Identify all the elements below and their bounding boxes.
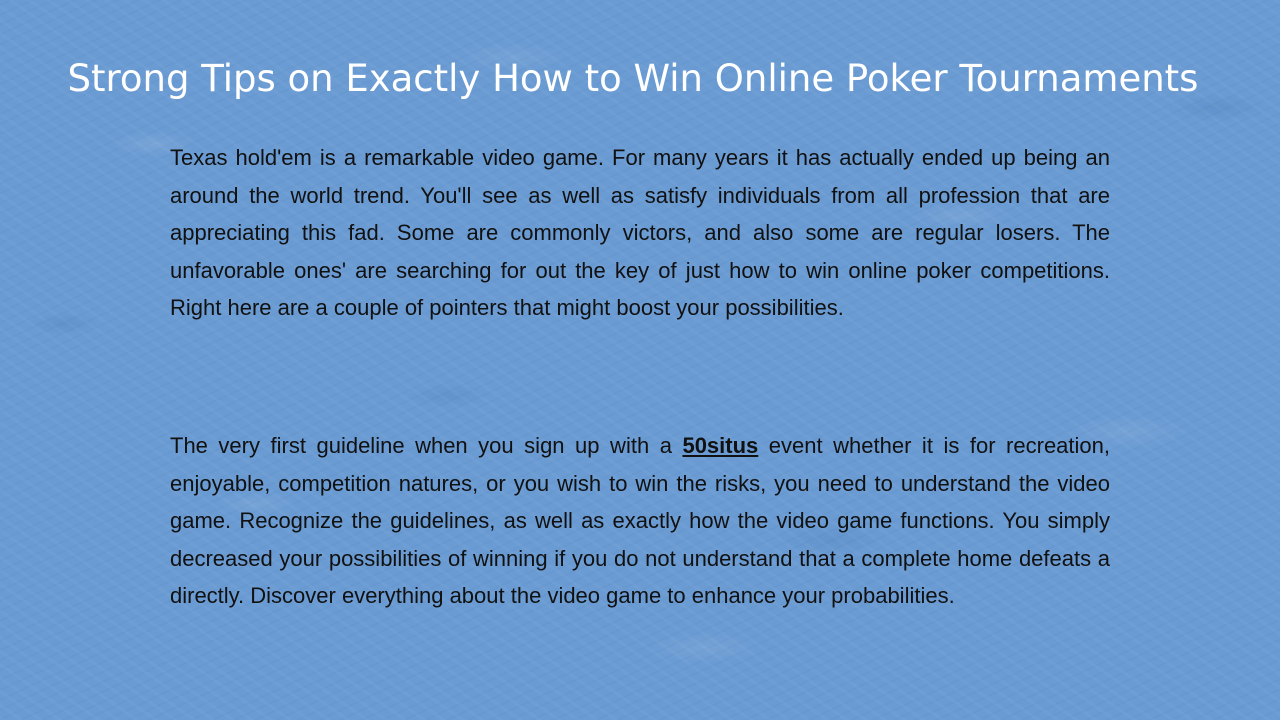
page-title: Strong Tips on Exactly How to Win Online Poker Tournaments — [67, 57, 1199, 100]
paragraph-rules-text-end: event whether it is for recreation, enjoyable, competition natures, or you wish to win the risks, you need to understand the video game. Recognize the guidelines, as well as exactly how the video game functions. You simply decreased your possibilities of winning if you do not understand that a complete home defeats a directly. Discover everything about the video game to enhance your probabilities. — [170, 433, 1110, 608]
paragraph-rules-text-start: The very first guideline when you sign up with a — [170, 433, 683, 458]
50situs-link[interactable]: 50situs — [682, 433, 759, 458]
paragraph-rules — [170, 427, 1110, 615]
paragraph-intro: Texas hold'em is a remarkable video game. For many years it has actually ended up being an around the world trend. You'll see as well as satisfy individuals from all profession that are appreciating this fad. Some are commonly victors, and also some are regular losers. The unfavorable ones' are searching for out the key of just how to win online poker competitions. Right here are a couple of pointers that might boost your possibilities. — [170, 145, 1110, 320]
